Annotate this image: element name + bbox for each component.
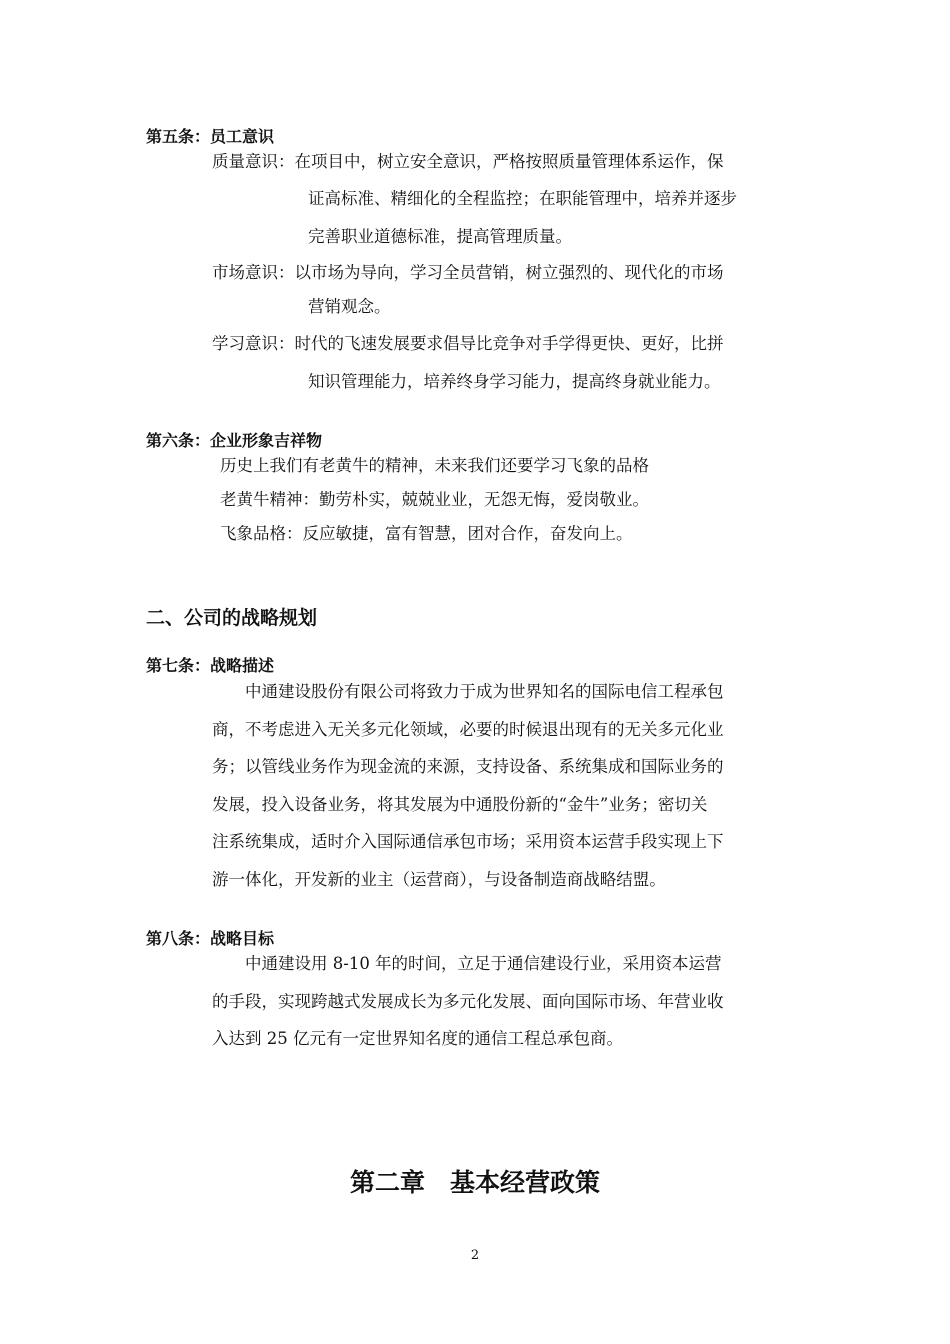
article-5-line: 质量意识：在项目中，树立安全意识，严格按照质量管理体系运作，保	[212, 152, 724, 171]
article-5-line: 知识管理能力，培养终身学习能力，提高终身就业能力。	[308, 372, 721, 391]
page-number: 2	[470, 1248, 480, 1263]
article-7-line: 商，不考虑进入无关多元化领域，必要的时候退出现有的无关多元化业	[212, 720, 724, 739]
article-5-line: 完善职业道德标准，提高管理质量。	[308, 227, 572, 246]
article-8-line: 中通建设用 8-10 年的时间，立足于通信建设行业，采用资本运营	[245, 954, 722, 973]
article-5-line: 市场意识：以市场为导向，学习全员营销，树立强烈的、现代化的市场	[212, 263, 724, 282]
article-7-line: 中通建设股份有限公司将致力于成为世界知名的国际电信工程承包	[245, 682, 724, 701]
article-6-line: 历史上我们有老黄牛的精神，未来我们还要学习飞象的品格	[220, 456, 649, 475]
section-2-title: 二、公司的战略规划	[146, 607, 318, 629]
article-7-line: 注系统集成，适时介入国际通信承包市场；采用资本运营手段实现上下	[212, 832, 724, 851]
article-7-title: 第七条：战略描述	[146, 656, 275, 675]
article-5-line: 学习意识：时代的飞速发展要求倡导比竞争对手学得更快、更好，比拼	[212, 334, 724, 353]
article-8-line: 的手段，实现跨越式发展成长为多元化发展、面向国际市场、年营业收	[212, 992, 724, 1011]
article-7-line: 游一体化，开发新的业主（运营商），与设备制造商战略结盟。	[212, 870, 666, 889]
article-7-line: 发展，投入设备业务，将其发展为中通股份新的“金牛”业务；密切关	[212, 795, 708, 814]
article-5-line: 营销观念。	[308, 297, 391, 316]
chapter-title: 第二章 基本经营政策	[349, 1168, 600, 1197]
article-5-title: 第五条：员工意识	[146, 127, 275, 146]
article-5-line: 证高标准、精细化的全程监控；在职能管理中，培养并逐步	[308, 189, 737, 208]
article-6-title: 第六条：企业形象吉祥物	[146, 431, 323, 450]
article-8-line: 入达到 25 亿元有一定世界知名度的通信工程总承包商。	[212, 1029, 623, 1048]
article-6-line: 老黄牛精神：勤劳朴实，兢兢业业，无怨无悔，爱岗敬业。	[220, 490, 649, 509]
article-7-line: 务；以管线业务作为现金流的来源，支持设备、系统集成和国际业务的	[212, 757, 724, 776]
article-6-line: 飞象品格：反应敏捷，富有智慧，团对合作，奋发向上。	[220, 524, 633, 543]
article-8-title: 第八条：战略目标	[146, 929, 275, 948]
